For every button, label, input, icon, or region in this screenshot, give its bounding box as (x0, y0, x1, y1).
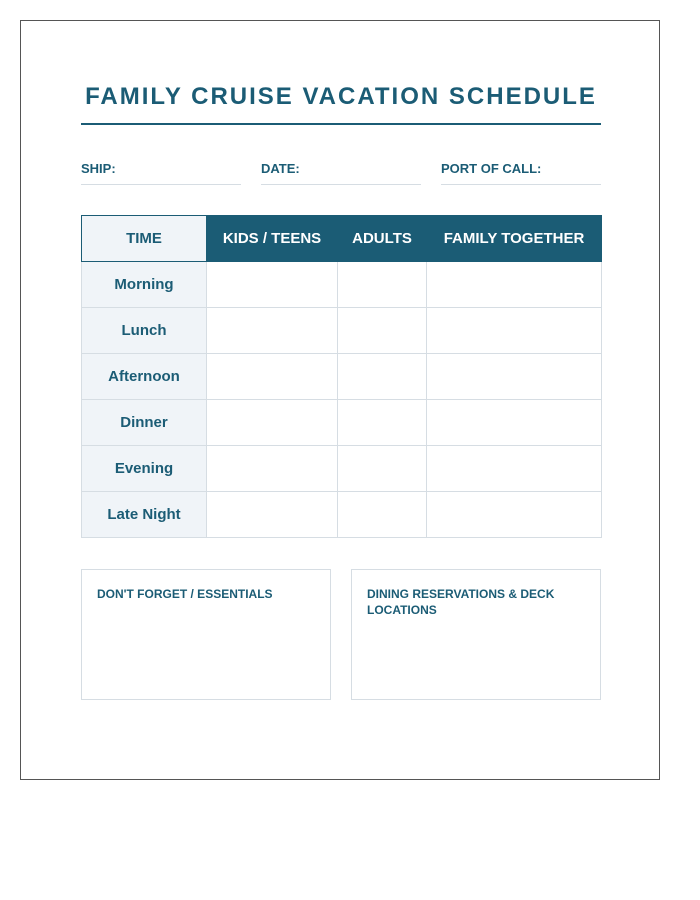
table-row (82, 354, 602, 400)
table-cell[interactable] (207, 446, 338, 492)
port-of-call-label: PORT OF CALL: (441, 161, 542, 176)
port-of-call-field[interactable] (441, 161, 601, 185)
table-cell[interactable] (207, 262, 338, 308)
date-field[interactable] (261, 161, 421, 185)
table-row (82, 308, 602, 354)
row-label-late-night: Late Night (82, 492, 207, 538)
table-cell[interactable] (427, 354, 602, 400)
table-cell[interactable] (338, 492, 427, 538)
row-label-dinner: Dinner (82, 400, 207, 446)
dining-notes-box[interactable] (351, 569, 601, 700)
schedule-table (81, 215, 602, 538)
essentials-notes-box[interactable] (81, 569, 331, 700)
table-cell[interactable] (207, 354, 338, 400)
essentials-notes-title: DON'T FORGET / ESSENTIALS (97, 587, 273, 601)
table-header-row (82, 216, 602, 262)
table-cell[interactable] (427, 446, 602, 492)
row-label-lunch: Lunch (82, 308, 207, 354)
header-adults: ADULTS (338, 216, 427, 262)
table-cell[interactable] (207, 400, 338, 446)
table-cell[interactable] (338, 400, 427, 446)
table-cell[interactable] (338, 308, 427, 354)
header-time: TIME (82, 216, 207, 262)
schedule-page (20, 20, 660, 780)
row-label-evening: Evening (82, 446, 207, 492)
header-kids-teens: KIDS / TEENS (207, 216, 338, 262)
table-cell[interactable] (207, 492, 338, 538)
table-row (82, 446, 602, 492)
page-title: FAMILY CRUISE VACATION SCHEDULE (85, 83, 597, 110)
table-cell[interactable] (427, 492, 602, 538)
table-cell[interactable] (338, 354, 427, 400)
table-cell[interactable] (338, 262, 427, 308)
table-cell[interactable] (338, 446, 427, 492)
table-row (82, 262, 602, 308)
ship-label: SHIP: (81, 161, 116, 176)
table-row (82, 492, 602, 538)
row-label-morning: Morning (82, 262, 207, 308)
table-cell[interactable] (427, 262, 602, 308)
header-family-together: FAMILY TOGETHER (427, 216, 602, 262)
table-cell[interactable] (207, 308, 338, 354)
title-underline (81, 123, 601, 125)
ship-field[interactable] (81, 161, 241, 185)
dining-notes-title: DINING RESERVATIONS & DECK LOCATIONS (367, 587, 555, 617)
table-cell[interactable] (427, 400, 602, 446)
table-cell[interactable] (427, 308, 602, 354)
table-row (82, 400, 602, 446)
date-label: DATE: (261, 161, 300, 176)
row-label-afternoon: Afternoon (82, 354, 207, 400)
